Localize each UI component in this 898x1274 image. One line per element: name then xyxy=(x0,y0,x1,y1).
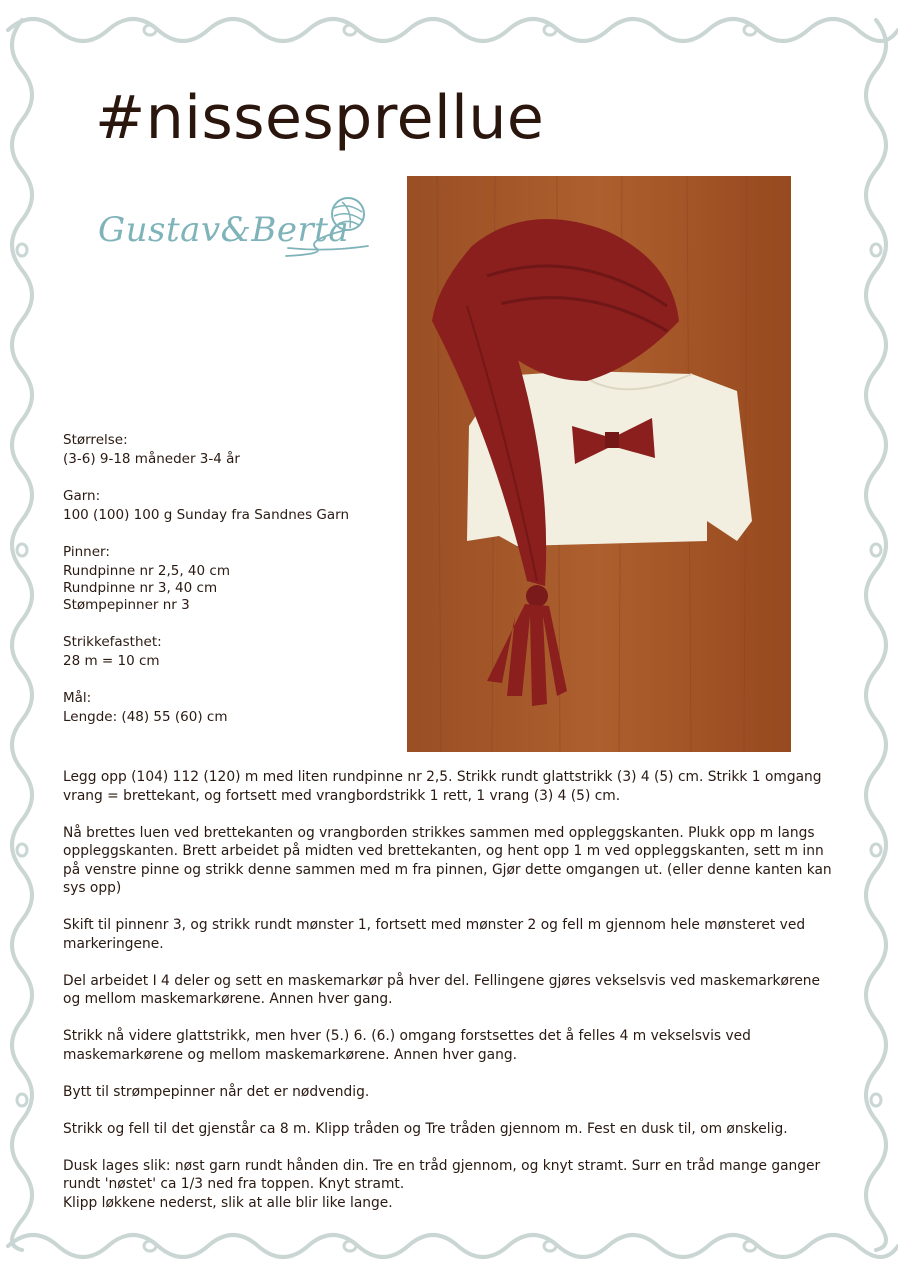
instruction-paragraph: Dusk lages slik: nøst garn rundt hånden din. Tre en tråd gjennom, og knyt stramt. Surr en tråd mange ganger rundt 'nøstet' ca 1/3 ned fra toppen. Knyt stramt. Klipp løkkene nederst, slik at alle blir like lange. xyxy=(63,1157,821,1211)
spec-value: Lengde: (48) 55 (60) cm xyxy=(63,709,228,725)
spec-value: 28 m = 10 cm xyxy=(63,653,160,669)
instruction-paragraph: Skift til pinnenr 3, og strikk rundt mønster 1, fortsett med mønster 2 og fell m gjennom hele mønsteret ved markeringene. xyxy=(63,917,806,952)
instruction-paragraph: Nå brettes luen ved brettekanten og vrangborden strikkes sammen med oppleggskanten. Plukk opp m langs oppleggskanten. Brett arbeidet på midten ved brettekanten, og hent opp 1 m ved oppleggskanten, sett m inn på venstre pinne og strikk denne sammen med m fra pinnen, Gjør dette omgangen ut. (eller denne kanten kan sys opp) xyxy=(63,824,832,896)
spec-label: Mål: xyxy=(63,690,92,706)
instructions xyxy=(63,768,833,1231)
spec-value: Rundpinne nr 2,5, 40 cm Rundpinne nr 3, 40 cm Stømpepinner nr 3 xyxy=(63,563,230,613)
spec-label: Garn: xyxy=(63,488,101,504)
brand-name: Gustav&Berta xyxy=(98,210,350,250)
spec-yarn xyxy=(63,488,393,524)
spec-label: Strikkefasthet: xyxy=(63,634,162,650)
instruction-paragraph: Del arbeidet I 4 deler og sett en maskemarkør på hver del. Fellingene gjøres vekselsvis ved maskemarkørene og mellom maskemarkørene. Annen hver gang. xyxy=(63,972,821,1007)
spec-label: Pinner: xyxy=(63,544,110,560)
instruction-paragraph: Strikk nå videre glattstrikk, men hver (5.) 6. (6.) omgang forstsettes det å felles 4 m vekselsvis ved maskemarkørene og mellom maskemarkørene. Annen hver gang. xyxy=(63,1028,751,1063)
spec-needles xyxy=(63,544,393,614)
spec-value: (3-6) 9-18 måneder 3-4 år xyxy=(63,451,240,467)
spec-size xyxy=(63,432,393,468)
spec-label: Størrelse: xyxy=(63,432,128,448)
specs-section xyxy=(63,432,393,746)
page-title: #nissesprellue xyxy=(95,83,545,153)
instruction-paragraph: Bytt til strømpepinner når det er nødvendig. xyxy=(63,1083,370,1100)
instruction-paragraph: Legg opp (104) 112 (120) m med liten rundpinne nr 2,5. Strikk rundt glattstrikk (3) 4 (5) cm. Strikk 1 omgang vrang = brettekant, og fortsett med vrangbordstrikk 1 rett, 1 vrang (3) 4 (5) cm. xyxy=(63,769,822,804)
brand-logo xyxy=(98,192,378,262)
spec-value: 100 (100) 100 g Sunday fra Sandnes Garn xyxy=(63,507,349,523)
instruction-paragraph: Strikk og fell til det gjenstår ca 8 m. Klipp tråden og Tre tråden gjennom m. Fest en dusk til, om ønskelig. xyxy=(63,1120,788,1137)
product-photo xyxy=(407,176,791,752)
spec-measurements xyxy=(63,690,393,726)
spec-gauge xyxy=(63,634,393,670)
